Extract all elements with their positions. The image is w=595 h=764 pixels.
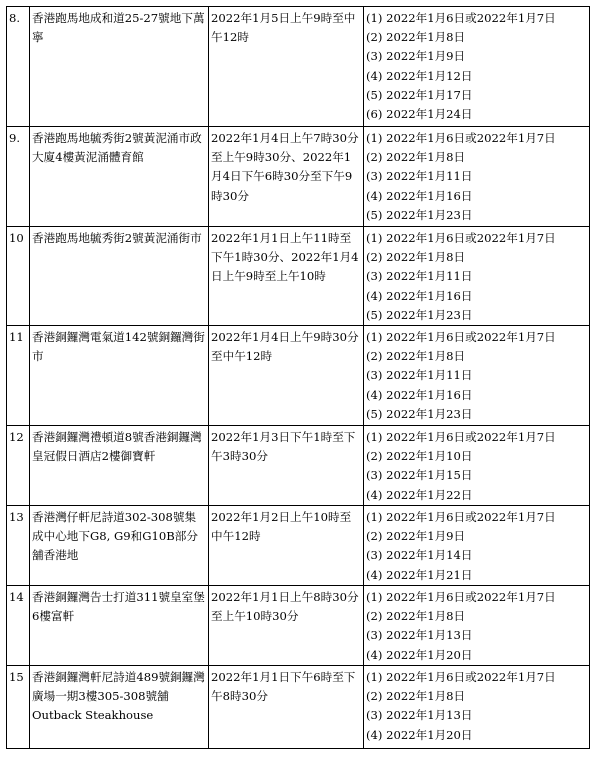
location-cell: 香港跑馬地成和道25-27號地下萬寧 — [30, 7, 209, 127]
test-dates-cell — [364, 666, 590, 749]
test-date-item: (1) 2022年1月6日或2022年1月7日 — [366, 670, 556, 685]
location-cell: 香港銅鑼灣電氣道142號銅鑼灣街市 — [30, 326, 209, 426]
test-date-item: (1) 2022年1月6日或2022年1月7日 — [366, 590, 556, 605]
venue-table — [6, 6, 590, 749]
test-date-item: (5) 2022年1月23日 — [366, 406, 473, 421]
test-date-item: (3) 2022年1月14日 — [366, 548, 473, 563]
test-date-item: (4) 2022年1月22日 — [366, 487, 473, 502]
test-date-item: (4) 2022年1月20日 — [366, 727, 473, 742]
test-date-item: (4) 2022年1月20日 — [366, 647, 473, 662]
test-date-item: (1) 2022年1月6日或2022年1月7日 — [366, 510, 556, 525]
location-cell: 香港銅鑼灣軒尼詩道489號銅鑼灣廣場一期3樓305-308號舖Outback Steakhouse — [30, 666, 209, 749]
time-cell: 2022年1月2日上午10時至中午12時 — [209, 506, 364, 586]
test-date-item: (2) 2022年1月8日 — [366, 150, 466, 165]
time-cell: 2022年1月1日上午8時30分至上午10時30分 — [209, 586, 364, 666]
row-number: 14 — [7, 586, 30, 666]
test-date-item: (4) 2022年1月21日 — [366, 567, 473, 582]
venue-table-body — [7, 7, 590, 749]
test-date-item: (2) 2022年1月8日 — [366, 609, 466, 624]
test-date-item: (5) 2022年1月23日 — [366, 307, 473, 322]
test-dates-cell — [364, 7, 590, 127]
row-number: 8. — [7, 7, 30, 127]
location-cell: 香港銅鑼灣告士打道311號皇室堡6樓富軒 — [30, 586, 209, 666]
test-dates-cell — [364, 586, 590, 666]
test-date-item: (5) 2022年1月23日 — [366, 207, 473, 222]
location-cell: 香港跑馬地毓秀街2號黃泥涌市政大廈4樓黃泥涌體育館 — [30, 127, 209, 227]
test-date-item: (4) 2022年1月12日 — [366, 68, 473, 83]
test-date-item: (3) 2022年1月15日 — [366, 468, 473, 483]
test-date-item: (3) 2022年1月13日 — [366, 628, 473, 643]
test-dates-cell — [364, 426, 590, 506]
test-date-item: (4) 2022年1月16日 — [366, 387, 473, 402]
test-date-item: (4) 2022年1月16日 — [366, 188, 473, 203]
time-cell: 2022年1月1日上午11時至下午1時30分、2022年1月4日上午9時至上午10時 — [209, 227, 364, 326]
test-date-item: (2) 2022年1月8日 — [366, 30, 466, 45]
test-date-item: (3) 2022年1月9日 — [366, 49, 466, 64]
row-number: 13 — [7, 506, 30, 586]
test-dates-cell — [364, 127, 590, 227]
test-date-item: (4) 2022年1月16日 — [366, 288, 473, 303]
test-date-item: (3) 2022年1月11日 — [366, 269, 473, 284]
table-row — [7, 7, 590, 127]
table-row — [7, 426, 590, 506]
row-number: 15 — [7, 666, 30, 749]
test-date-item: (6) 2022年1月24日 — [366, 107, 473, 122]
test-dates-cell — [364, 227, 590, 326]
location-cell: 香港灣仔軒尼詩道302-308號集成中心地下G8, G9和G10B部分舖香港地 — [30, 506, 209, 586]
test-date-item: (1) 2022年1月6日或2022年1月7日 — [366, 430, 556, 445]
test-date-item: (5) 2022年1月17日 — [366, 87, 473, 102]
test-date-item: (3) 2022年1月11日 — [366, 169, 473, 184]
time-cell: 2022年1月3日下午1時至下午3時30分 — [209, 426, 364, 506]
test-date-item: (2) 2022年1月8日 — [366, 349, 466, 364]
row-number: 11 — [7, 326, 30, 426]
test-date-item: (2) 2022年1月8日 — [366, 250, 466, 265]
table-row — [7, 506, 590, 586]
table-row — [7, 127, 590, 227]
test-date-item: (1) 2022年1月6日或2022年1月7日 — [366, 131, 556, 145]
test-date-item: (2) 2022年1月10日 — [366, 449, 473, 464]
table-row — [7, 666, 590, 749]
test-date-item: (2) 2022年1月9日 — [366, 529, 466, 544]
row-number: 9. — [7, 127, 30, 227]
test-date-item: (1) 2022年1月6日或2022年1月7日 — [366, 231, 556, 245]
test-date-item: (1) 2022年1月6日或2022年1月7日 — [366, 11, 556, 25]
test-date-item: (2) 2022年1月8日 — [366, 689, 466, 704]
table-row — [7, 227, 590, 326]
test-date-item: (3) 2022年1月13日 — [366, 708, 473, 723]
test-date-item: (1) 2022年1月6日或2022年1月7日 — [366, 330, 556, 345]
row-number: 10 — [7, 227, 30, 326]
table-row — [7, 326, 590, 426]
location-cell: 香港銅鑼灣禮頓道8號香港銅鑼灣皇冠假日酒店2樓御寶軒 — [30, 426, 209, 506]
time-cell: 2022年1月4日上午9時30分至中午12時 — [209, 326, 364, 426]
row-number: 12 — [7, 426, 30, 506]
table-row — [7, 586, 590, 666]
test-date-item: (3) 2022年1月11日 — [366, 368, 473, 383]
time-cell: 2022年1月4日上午7時30分至上午9時30分、2022年1月4日下午6時30分至下午9時30分 — [209, 127, 364, 227]
time-cell: 2022年1月1日下午6時至下午8時30分 — [209, 666, 364, 749]
time-cell: 2022年1月5日上午9時至中午12時 — [209, 7, 364, 127]
test-dates-cell — [364, 506, 590, 586]
test-dates-cell — [364, 326, 590, 426]
location-cell: 香港跑馬地毓秀街2號黃泥涌街市 — [30, 227, 209, 326]
